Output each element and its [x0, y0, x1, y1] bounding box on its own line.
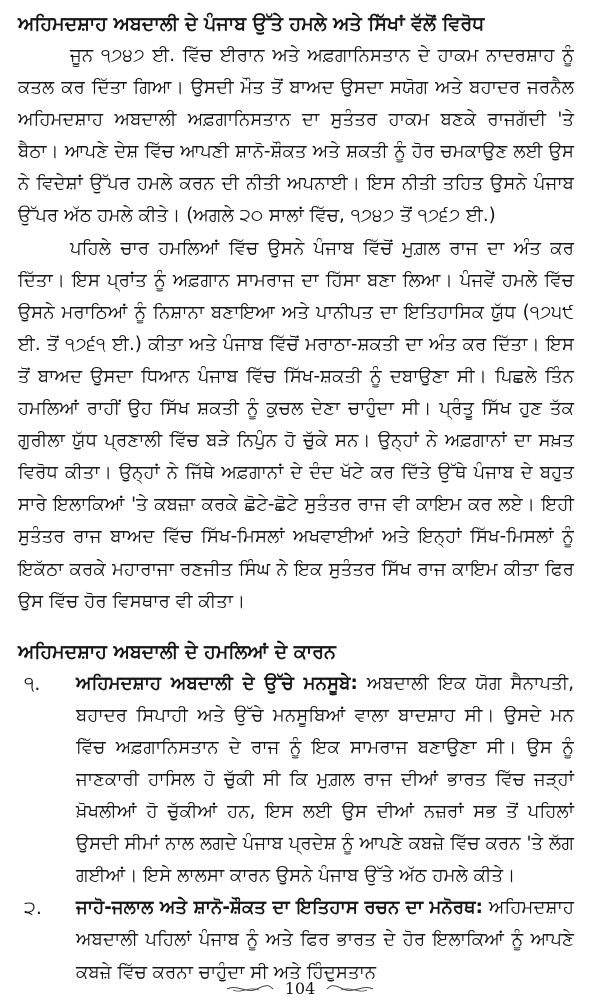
right-flourish-icon [325, 983, 375, 995]
section-gap [18, 618, 574, 636]
paragraph-2: ਪਹਿਲੇ ਚਾਰ ਹਮਲਿਆਂ ਵਿੱਚ ਉਸਨੇ ਪੰਜਾਬ ਵਿੱਚੋਂ ਮੁਗ਼ਲ ਰਾਜ ਦਾ ਅੰਤ ਕਰ ਦਿੱਤਾ। ਇਸ ਪ੍ਰਾਂਤ ਨੂੰ ਅਫ਼ਗਾਨ ਸਾਮਰਾਜ ਦਾ ਹਿੱਸਾ ਬਣਾ ਲਿਆ। ਪੰਜਵੇਂ ਹਮਲੇ ਵਿੱਚ ਉਸਨੇ ਮਰਾਠਿਆਂ ਨੂੰ ਨਿਸ਼ਾਨਾ ਬਣਾਇਆ ਅਤੇ ਪਾਨੀਪਤ ਦਾ ਇਤਿਹਾਸਿਕ ਯੁੱਧ (੧੭੫੯ ਈ. ਤੋਂ ੧੭੬੧ ਈ.) ਕੀਤਾ ਅਤੇ ਪੰਜਾਬ ਵਿੱਚੋਂ ਮਰਾਠਾ-ਸ਼ਕਤੀ ਦਾ ਅੰਤ ਕਰ ਦਿੱਤਾ। ਇਸ ਤੋਂ ਬਾਅਦ ਉਸਦਾ ਧਿਆਨ ਪੰਜਾਬ ਵਿੱਚ ਸਿੱਖ-ਸ਼ਕਤੀ ਨੂੰ ਦਬਾਉਣਾ ਸੀ। ਪਿਛਲੇ ਤਿੰਨ ਹਮਲਿਆਂ ਰਾਹੀਂ ਉਹ ਸਿੱਖ ਸ਼ਕਤੀ ਨੂੰ ਕੁਚਲ ਦੇਣਾ ਚਾਹੁੰਦਾ ਸੀ। ਪ੍ਰੰਤੂ ਸਿੱਖ ਹੁਣ ਤੱਕ ਗੁਰੀਲਾ ਯੁੱਧ ਪ੍ਰਣਾਲੀ ਵਿੱਚ ਬੜੇ ਨਿਪੁੰਨ ਹੋ ਚੁੱਕੇ ਸਨ। ਉਨ੍ਹਾਂ ਨੇ ਅਫ਼ਗਾਨਾਂ ਦਾ ਸਖ਼ਤ ਵਿਰੋਧ ਕੀਤਾ। ਉਨ੍ਹਾਂ ਨੇ ਜਿੱਥੇ ਅਫ਼ਗਾਨਾਂ ਦੇ ਦੰਦ ਖੱਟੇ ਕਰ ਦਿੱਤੇ ਉੱਥੇ ਪੰਜਾਬ ਦੇ ਬਹੁਤ ਸਾਰੇ ਇਲਾਕਿਆਂ 'ਤੇ ਕਬਜ਼ਾ ਕਰਕੇ ਛੋਟੇ-ਛੋਟੇ ਸੁਤੰਤਰ ਰਾਜ ਵੀ ਕਾਇਮ ਕਰ ਲਏ। ਇਹੀ ਸੁਤੰਤਰ ਰਾਜ ਬਾਅਦ ਵਿੱਚ ਸਿੱਖ-ਮਿਸਲਾਂ ਅਖਵਾਈਆਂ ਅਤੇ ਇਨ੍ਹਾਂ ਸਿੱਖ-ਮਿਸਲਾਂ ਨੂੰ ਇਕੱਠਾ ਕਰਕੇ ਮਹਾਰਾਜਾ ਰਣਜੀਤ ਸਿੰਘ ਨੇ ਇਕ ਸੁਤੰਤਰ ਸਿੱਖ ਰਾਜ ਕਾਇਮ ਕੀਤਾ ਫਿਰ ਉਸ ਵਿੱਚ ਹੋਰ ਵਿਸਥਾਰ ਵੀ ਕੀਤਾ। [18, 237, 574, 612]
list-item-title: ਅਹਿਮਦਸ਼ਾਹ ਅਬਦਾਲੀ ਦੇ ਉੱਚੇ ਮਨਸੂਬੇ: [76, 672, 358, 694]
left-flourish-icon [225, 983, 275, 995]
section-heading-invasions: ਅਹਿਮਦਸ਼ਾਹ ਅਬਦਾਲੀ ਦੇ ਪੰਜਾਬ ਉੱਤੇ ਹਮਲੇ ਅਤੇ ਸਿੱਖਾਂ ਵੱਲੋਂ ਵਿਰੋਧ [18, 13, 485, 35]
list-item-number: ੨. [24, 897, 42, 920]
list-item-text: ਅਬਦਾਲੀ ਇਕ ਯੋਗ ਸੈਨਾਪਤੀ, ਬਹਾਦਰ ਸਿਪਾਹੀ ਅਤੇ ਉੱਚੇ ਮਨਸੂਬਿਆਂ ਵਾਲਾ ਬਾਦਸ਼ਾਹ ਸੀ। ਉਸਦੇ ਮਨ ਵਿੱਚ ਅਫ਼ਗਾਨਿਸਤਾਨ ਦੇ ਰਾਜ ਨੂੰ ਇਕ ਸਾਮਰਾਜ ਬਣਾਉਣਾ ਸੀ। ਉਸ ਨੂੰ ਜਾਣਕਾਰੀ ਹਾਸਿਲ ਹੋ ਚੁੱਕੀ ਸੀ ਕਿ ਮੁਗ਼ਲ ਰਾਜ ਦੀਆਂ ਭਾਰਤ ਵਿੱਚ ਜੜ੍ਹਾਂ ਖ਼ੋਖਲੀਆਂ ਹੋ ਚੁੱਕੀਆਂ ਹਨ, ਇਸ ਲਈ ਉਸ ਦੀਆਂ ਨਜ਼ਰਾਂ ਸਭ ਤੋਂ ਪਹਿਲਾਂ ਉਸਦੀ ਸੀਮਾਂ ਨਾਲ ਲਗਦੇ ਪੰਜਾਬ ਪ੍ਰਦੇਸ਼ ਨੂੰ ਆਪਣੇ ਕਬਜ਼ੇ ਵਿੱਚ ਕਰਨ 'ਤੇ ਲੱਗ ਗਈਆਂ। ਇਸੇ ਲਾਲਸਾ ਕਾਰਨ ਉਸਨੇ ਪੰਜਾਬ ਉੱਤੇ ਅੱਠ ਹਮਲੇ ਕੀਤੇ। [76, 672, 574, 887]
list-item-text: ਅਹਿਮਦਸ਼ਾਹ ਅਬਦਾਲੀ ਪਹਿਲਾਂ ਪੰਜਾਬ ਨੂੰ ਅਤੇ ਫਿਰ ਭਾਰਤ ਦੇ ਹੋਰ ਇਲਾਕਿਆਂ ਨੂੰ ਆਪਣੇ ਕਬਜ਼ੇ ਵਿੱਚ ਕਰਨਾ ਚਾਹੁੰਦਾ ਸੀ ਅਤੇ ਹਿੰਦੁਸਤਾਨ [76, 897, 574, 983]
page-footer [0, 979, 600, 998]
list-item [18, 892, 574, 988]
list-item-number: ੧. [24, 672, 41, 695]
page-number: 104 [284, 979, 316, 998]
list-item-title: ਜਾਹੋ-ਜਲਾਲ ਅਤੇ ਸ਼ਾਨੋ-ਸ਼ੌਕਤ ਦਾ ਇਤਿਹਾਸ ਰਚਨ ਦਾ ਮਨੋਰਥ: [76, 897, 483, 919]
list-item-body [76, 668, 574, 893]
list-item-body [76, 892, 574, 988]
section-heading-causes: ਅਹਿਮਦਸ਼ਾਹ ਅਬਦਾਲੀ ਦੇ ਹਮਲਿਆਂ ਦੇ ਕਾਰਨ [18, 640, 336, 663]
list-item [18, 668, 574, 893]
paragraph-1: ਜੂਨ ੧੭੪੭ ਈ. ਵਿੱਚ ਈਰਾਨ ਅਤੇ ਅਫ਼ਗਾਨਿਸਤਾਨ ਦੇ ਹਾਕਮ ਨਾਦਰਸ਼ਾਹ ਨੂੰ ਕਤਲ ਕਰ ਦਿੱਤਾ ਗਿਆ। ਉਸਦੀ ਮੌਤ ਤੋਂ ਬਾਅਦ ਉਸਦਾ ਸਯੋਗ ਅਤੇ ਬਹਾਦਰ ਜਰਨੈਲ ਅਹਿਮਦਸ਼ਾਹ ਅਬਦਾਲੀ ਅਫ਼ਗਾਨਿਸਤਾਨ ਦਾ ਸੁਤੰਤਰ ਹਾਕਮ ਬਣਕੇ ਰਾਜਗੱਦੀ 'ਤੇ ਬੈਠਾ। ਆਪਣੇ ਦੇਸ਼ ਵਿੱਚ ਆਪਣੀ ਸ਼ਾਨੋ-ਸ਼ੌਕਤ ਅਤੇ ਸ਼ਕਤੀ ਨੂੰ ਹੋਰ ਚਮਕਾਉਣ ਲਈ ਉਸ ਨੇ ਵਿਦੇਸ਼ਾਂ ਉੱਪਰ ਹਮਲੇ ਕਰਨ ਦੀ ਨੀਤੀ ਅਪਨਾਈ। ਇਸ ਨੀਤੀ ਤਹਿਤ ਉਸਨੇ ਪੰਜਾਬ ਉੱਪਰ ਅੱਠ ਹਮਲੇ ਕੀਤੇ। (ਅਗਲੇ ੨੦ ਸਾਲਾਂ ਵਿੱਚ, ੧੭੪੭ ਤੋਂ ੧੭੬੭ ਈ.) [18, 45, 574, 227]
